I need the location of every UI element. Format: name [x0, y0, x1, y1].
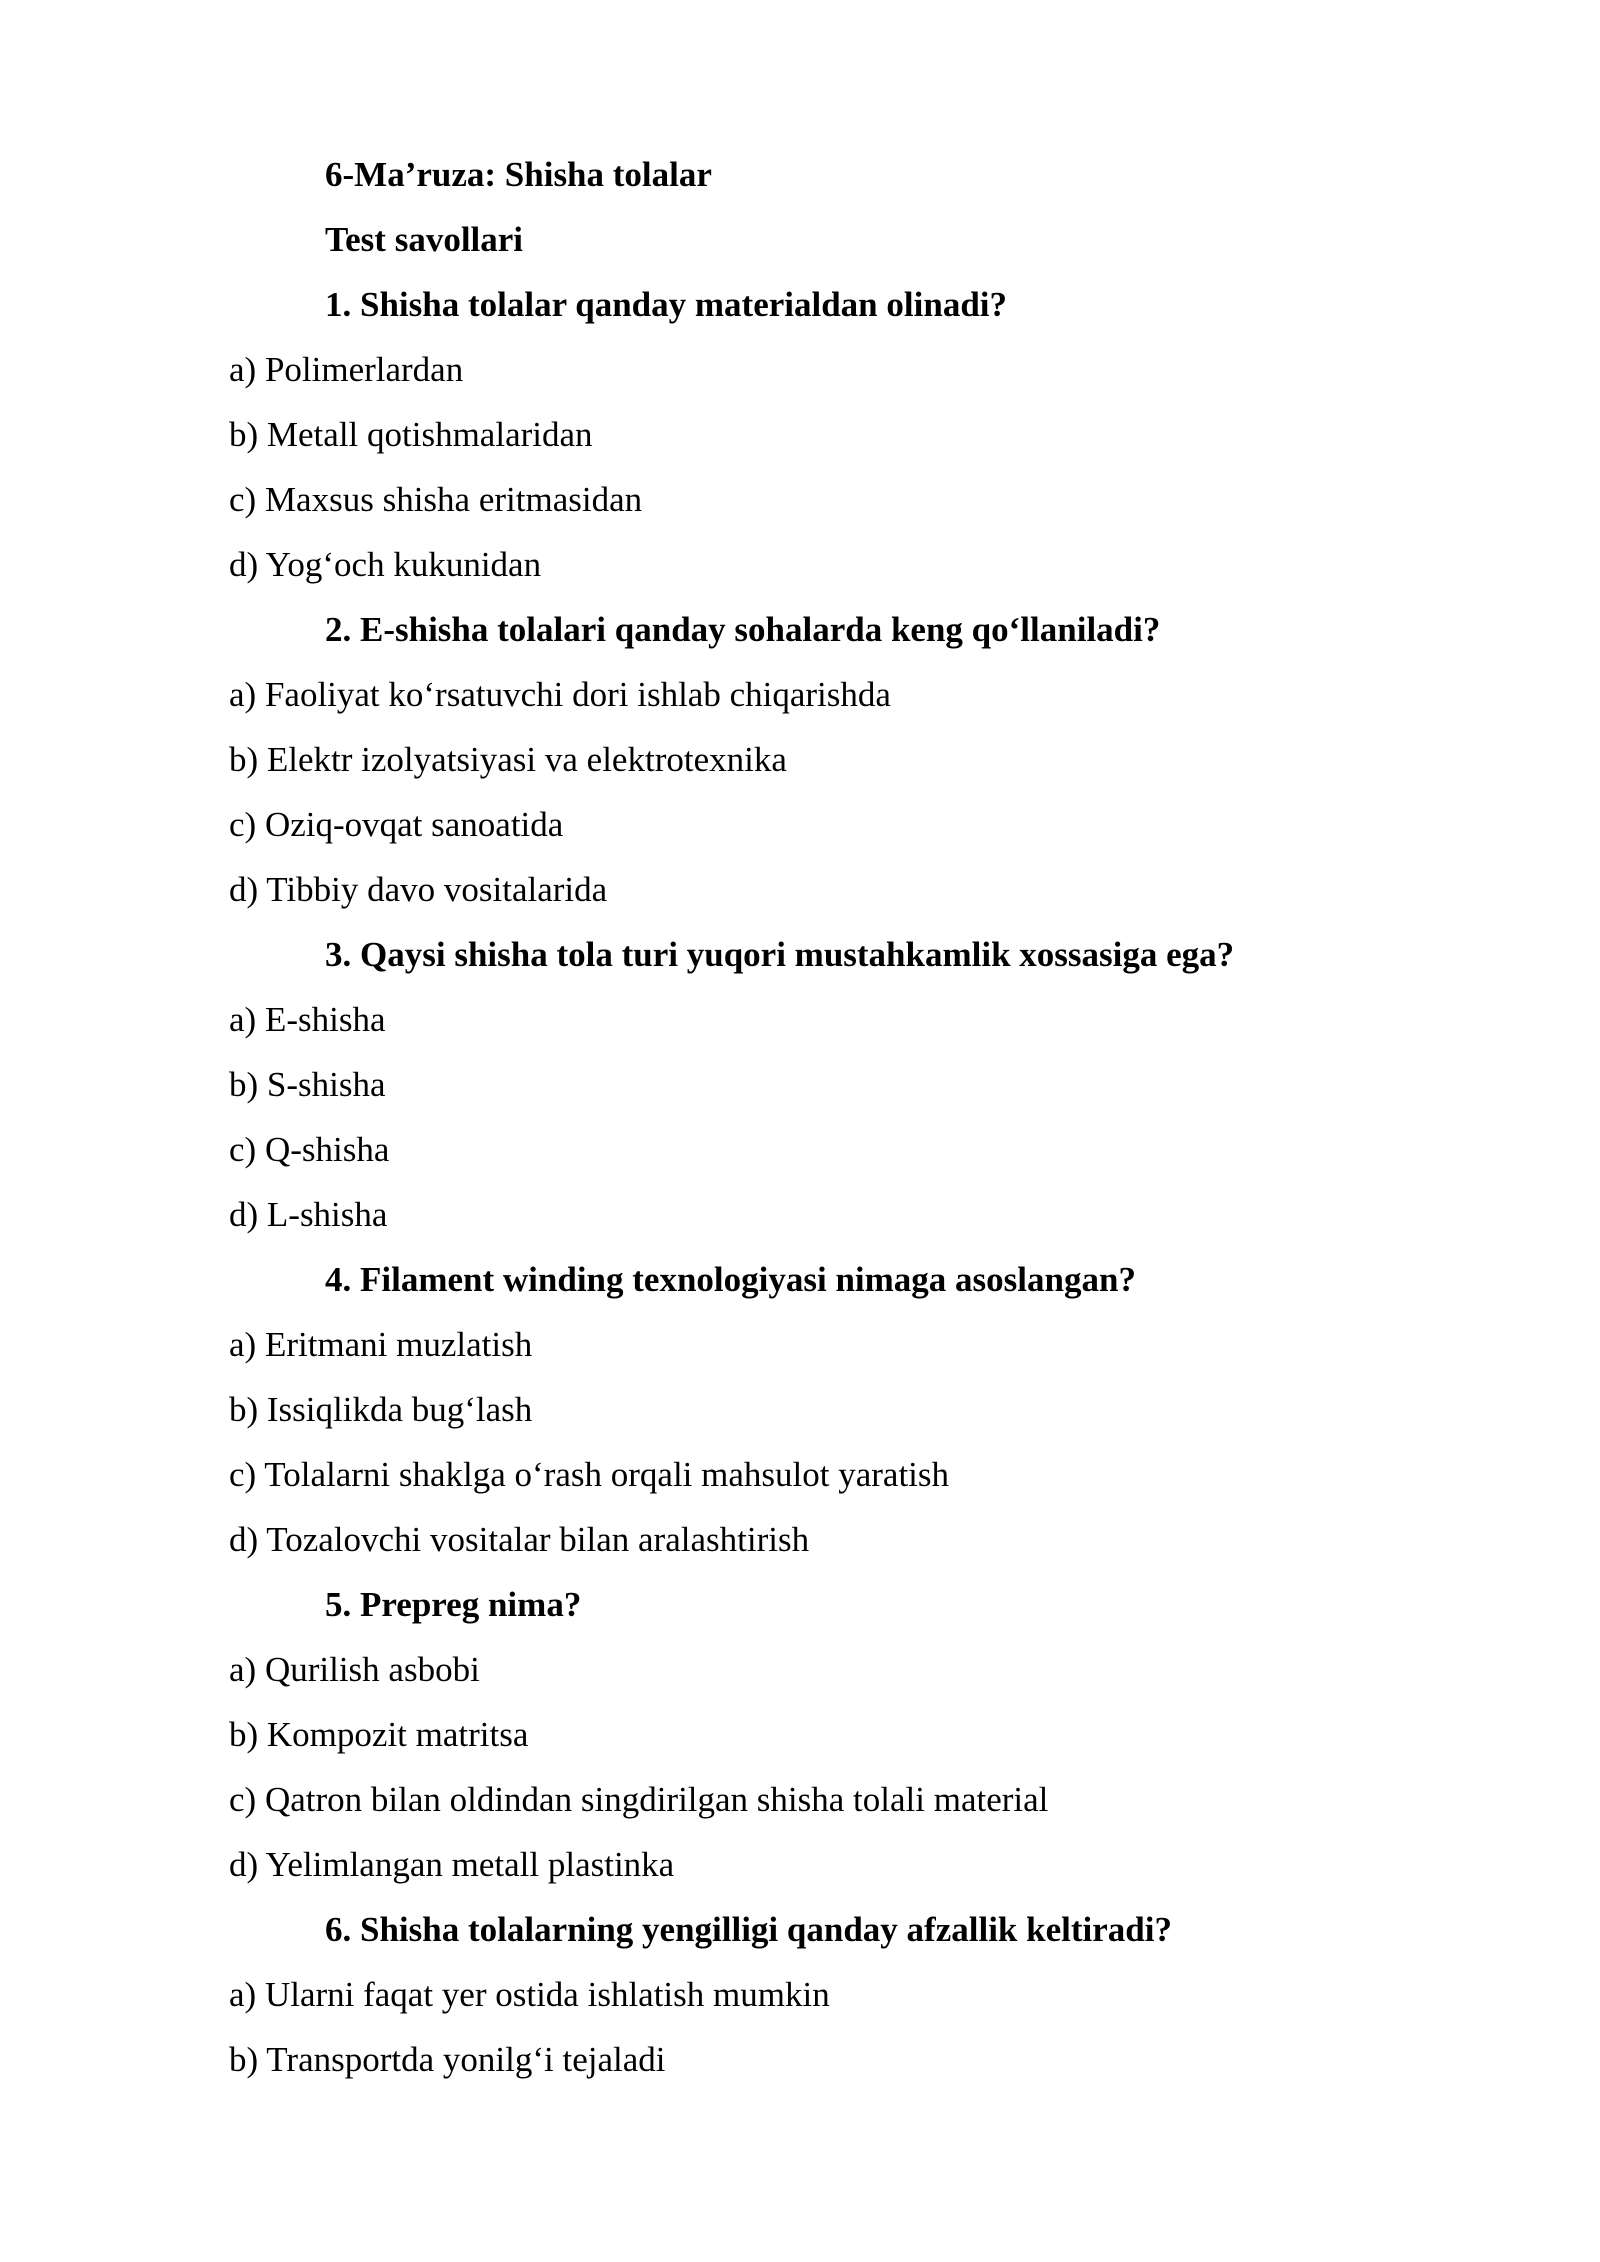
question-1-option-b: b) Metall qotishmalaridan	[229, 415, 593, 454]
question-4-option-a: a) Eritmani muzlatish	[229, 1325, 533, 1364]
question-5-option-d: d) Yelimlangan metall plastinka	[229, 1845, 675, 1884]
lecture-title: 6-Ma’ruza: Shisha tolalar	[325, 155, 712, 194]
question-5-option-a: a) Qurilish asbobi	[229, 1650, 480, 1689]
section-subtitle: Test savollari	[325, 220, 524, 259]
question-5-option-b: b) Kompozit matritsa	[229, 1715, 529, 1754]
question-4-option-c: c) Tolalarni shaklga o‘rash orqali mahsulot yaratish	[229, 1455, 950, 1494]
question-4-option-d: d) Tozalovchi vositalar bilan aralashtirish	[229, 1520, 810, 1559]
question-3-option-b: b) S-shisha	[229, 1065, 386, 1104]
question-4: 4. Filament winding texnologiyasi nimaga asoslangan?	[325, 1260, 1136, 1299]
question-2-option-b: b) Elektr izolyatsiyasi va elektrotexnika	[229, 740, 787, 779]
document-content	[229, 150, 1379, 2100]
question-6-option-a: a) Ularni faqat yer ostida ishlatish mumkin	[229, 1975, 830, 2014]
question-2-option-a: a) Faoliyat ko‘rsatuvchi dori ishlab chiqarishda	[229, 675, 891, 714]
question-1-option-d: d) Yog‘och kukunidan	[229, 545, 542, 584]
question-1-option-c: c) Maxsus shisha eritmasidan	[229, 480, 643, 519]
question-3-option-a: a) E-shisha	[229, 1000, 386, 1039]
question-4-option-b: b) Issiqlikda bug‘lash	[229, 1390, 533, 1429]
question-3-option-c: c) Q-shisha	[229, 1130, 390, 1169]
question-6-option-b: b) Transportda yonilg‘i tejaladi	[229, 2040, 666, 2079]
question-2: 2. E-shisha tolalari qanday sohalarda keng qo‘llaniladi?	[325, 610, 1161, 649]
question-5: 5. Prepreg nima?	[325, 1585, 582, 1624]
question-1-option-a: a) Polimerlardan	[229, 350, 464, 389]
question-5-option-c: c) Qatron bilan oldindan singdirilgan shisha tolali material	[229, 1780, 1049, 1819]
question-2-option-c: c) Oziq-ovqat sanoatida	[229, 805, 564, 844]
question-3: 3. Qaysi shisha tola turi yuqori mustahkamlik xossasiga ega?	[325, 935, 1235, 974]
question-6: 6. Shisha tolalarning yengilligi qanday afzallik keltiradi?	[325, 1910, 1172, 1949]
question-2-option-d: d) Tibbiy davo vositalarida	[229, 870, 608, 909]
question-1: 1. Shisha tolalar qanday materialdan olinadi?	[325, 285, 1008, 324]
question-3-option-d: d) L-shisha	[229, 1195, 388, 1234]
